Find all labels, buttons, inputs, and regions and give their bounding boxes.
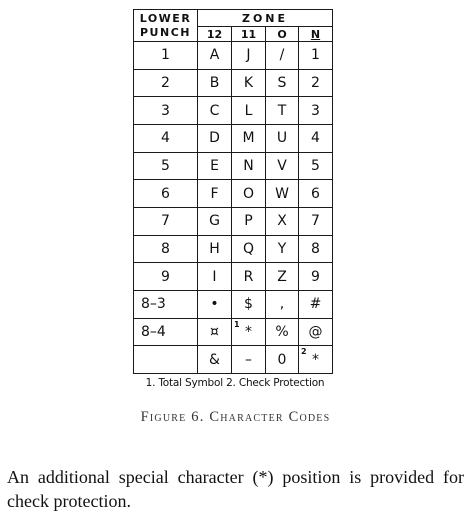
character-value: , — [279, 296, 285, 313]
lower-punch-cell: 8 — [134, 235, 198, 263]
character-value: A — [209, 47, 220, 64]
character-cell — [232, 152, 266, 180]
character-value: W — [275, 185, 289, 202]
character-value: 8 — [311, 240, 320, 257]
character-value: K — [243, 74, 254, 91]
character-cell — [266, 69, 299, 97]
character-value: & — [209, 351, 220, 368]
character-cell — [299, 318, 333, 346]
table-row — [134, 263, 333, 291]
character-value: Y — [277, 240, 287, 257]
table-row — [134, 207, 333, 235]
character-cell — [266, 42, 299, 70]
character-cell — [198, 235, 232, 263]
character-cell — [198, 207, 232, 235]
character-value: B — [209, 74, 220, 91]
lower-punch-cell: 3 — [134, 97, 198, 125]
character-value: – — [245, 351, 252, 368]
character-value: # — [309, 296, 322, 313]
character-value: T — [277, 102, 287, 119]
table-row — [134, 235, 333, 263]
character-value: / — [279, 47, 285, 64]
character-cell — [232, 97, 266, 125]
character-value: * — [312, 351, 319, 368]
character-value: $ — [244, 296, 253, 313]
character-cell — [266, 207, 299, 235]
character-value: 0 — [277, 351, 287, 368]
zone-column-n — [299, 27, 333, 42]
character-value: 5 — [311, 157, 320, 174]
character-value: J — [246, 47, 251, 64]
lower-punch-cell: 8–4 — [134, 318, 198, 346]
figure-caption: Figure 6. Character Codes — [140, 409, 331, 425]
character-value: S — [277, 74, 287, 91]
body-paragraph: An additional special character (*) position is provided for check protection. — [7, 467, 464, 511]
character-value: H — [209, 240, 220, 257]
table-row — [134, 290, 333, 318]
character-cell — [198, 318, 232, 346]
character-cell — [299, 290, 333, 318]
character-cell — [232, 346, 266, 374]
character-value: X — [277, 213, 287, 230]
character-cell — [299, 346, 333, 374]
character-cell — [266, 152, 299, 180]
lower-punch-cell: 4 — [134, 124, 198, 152]
character-cell — [232, 235, 266, 263]
table-row — [134, 69, 333, 97]
character-cell — [299, 263, 333, 291]
character-cell — [266, 290, 299, 318]
character-code-table-wrapper — [133, 9, 332, 374]
character-cell — [232, 42, 266, 70]
character-cell — [299, 124, 333, 152]
character-value: 7 — [311, 213, 320, 230]
footnote-marker: 2 — [301, 347, 307, 357]
character-value: U — [276, 130, 288, 147]
lower-punch-cell: 9 — [134, 263, 198, 291]
character-value: % — [275, 323, 289, 340]
zone-column-11: 11 — [232, 27, 266, 42]
lower-punch-cell: 6 — [134, 180, 198, 208]
character-value: R — [243, 268, 254, 285]
character-value: Q — [242, 240, 255, 257]
character-value: ¤ — [210, 323, 219, 340]
table-row — [134, 180, 333, 208]
lower-punch-cell: 7 — [134, 207, 198, 235]
character-value: O — [242, 185, 255, 202]
character-cell — [266, 235, 299, 263]
lower-punch-cell — [134, 346, 198, 374]
footnote-marker: 1 — [234, 319, 240, 329]
character-cell — [198, 124, 232, 152]
character-cell — [232, 124, 266, 152]
character-value: 4 — [311, 130, 320, 147]
character-value: @ — [308, 323, 323, 340]
table-row — [134, 318, 333, 346]
character-value: E — [210, 157, 219, 174]
character-cell — [198, 290, 232, 318]
character-cell — [266, 124, 299, 152]
character-cell — [198, 346, 232, 374]
character-cell — [299, 180, 333, 208]
lower-punch-cell: 5 — [134, 152, 198, 180]
lower-punch-cell: 8–3 — [134, 290, 198, 318]
table-header — [134, 10, 333, 42]
character-cell — [232, 207, 266, 235]
table-body — [134, 42, 333, 374]
character-value: P — [244, 213, 253, 230]
character-cell — [299, 152, 333, 180]
character-cell — [232, 69, 266, 97]
character-value: 9 — [311, 268, 320, 285]
character-value: D — [209, 130, 220, 147]
character-cell — [198, 42, 232, 70]
character-cell — [299, 69, 333, 97]
character-value: 3 — [311, 102, 320, 119]
table-row — [134, 346, 333, 374]
character-cell — [266, 346, 299, 374]
table-row — [134, 42, 333, 70]
character-value: V — [277, 157, 287, 174]
zone-column-o: O — [266, 27, 299, 42]
character-cell — [232, 263, 266, 291]
character-cell — [198, 69, 232, 97]
zone-header: ZONE — [198, 10, 333, 27]
character-cell — [232, 290, 266, 318]
lower-punch-cell: 1 — [134, 42, 198, 70]
character-value: 6 — [311, 185, 320, 202]
character-value: N — [243, 157, 254, 174]
character-cell — [198, 152, 232, 180]
lower-punch-header — [134, 10, 198, 42]
table-row — [134, 97, 333, 125]
character-cell — [198, 263, 232, 291]
character-cell — [266, 318, 299, 346]
character-cell — [266, 180, 299, 208]
character-value: G — [209, 213, 220, 230]
character-cell — [299, 207, 333, 235]
character-code-table — [133, 9, 333, 374]
character-value: * — [245, 323, 252, 340]
character-value: 2 — [311, 74, 320, 91]
character-cell — [266, 97, 299, 125]
character-value: • — [210, 296, 219, 313]
lower-punch-header-line1: LOWER — [139, 11, 192, 25]
character-cell — [299, 235, 333, 263]
lower-punch-header-line2: PUNCH — [140, 25, 191, 39]
character-value: L — [244, 102, 253, 119]
zone-column-12: 12 — [198, 27, 232, 42]
character-value: 1 — [311, 47, 320, 64]
character-cell — [266, 263, 299, 291]
character-cell — [198, 97, 232, 125]
character-value: M — [242, 130, 255, 147]
character-cell — [198, 180, 232, 208]
character-value: I — [212, 268, 217, 285]
table-row — [134, 152, 333, 180]
character-value: Z — [277, 268, 287, 285]
character-cell — [232, 318, 266, 346]
lower-punch-cell: 2 — [134, 69, 198, 97]
character-value: F — [210, 185, 219, 202]
character-value: C — [209, 102, 220, 119]
table-row — [134, 124, 333, 152]
character-cell — [299, 42, 333, 70]
character-cell — [232, 180, 266, 208]
zone-column-n-label: N — [310, 27, 321, 41]
character-cell — [299, 97, 333, 125]
table-footnote: 1. Total Symbol 2. Check Protection — [145, 377, 325, 389]
